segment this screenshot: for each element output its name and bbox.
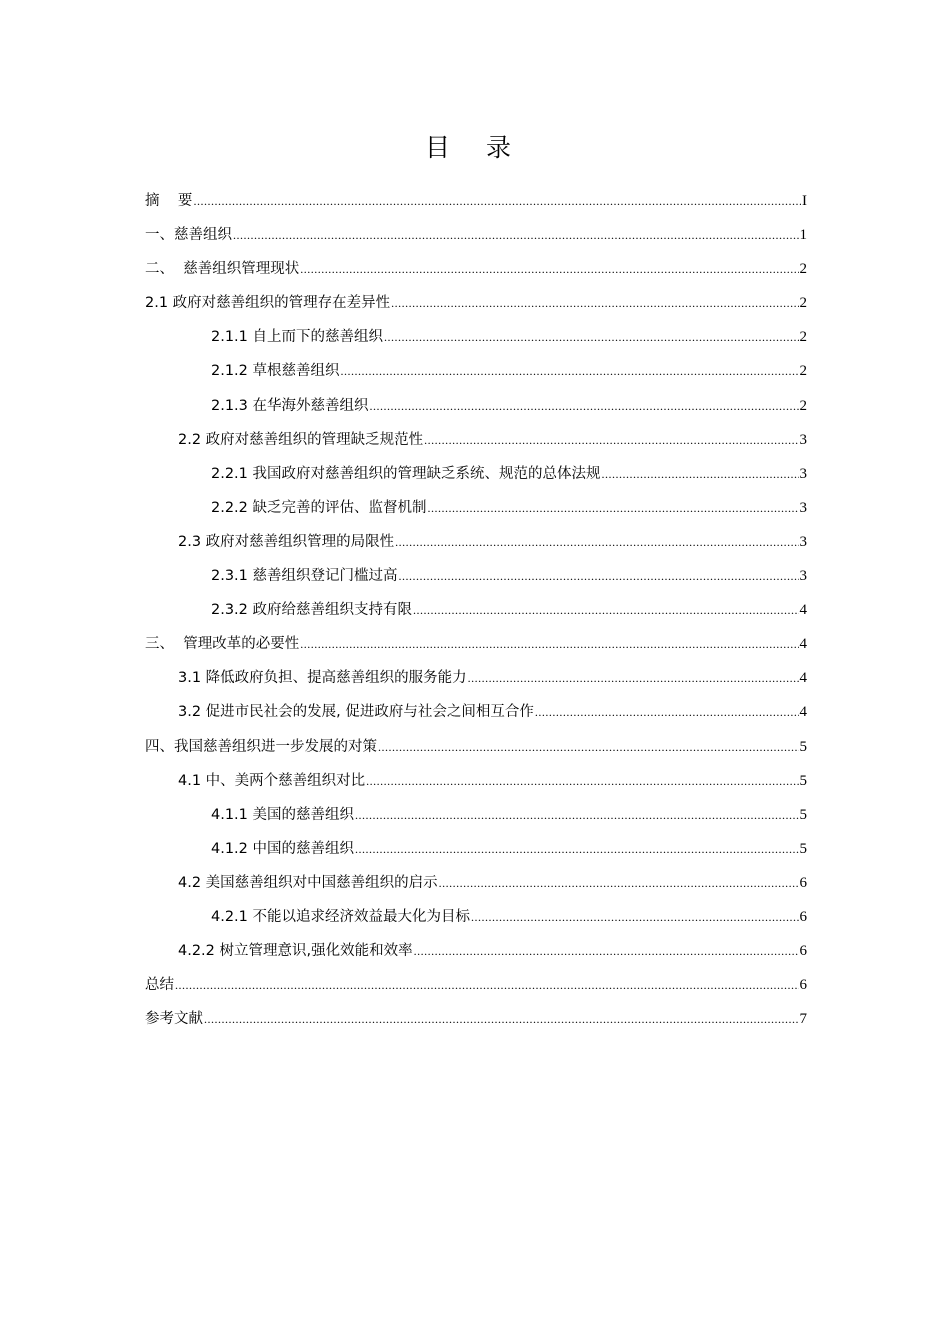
toc-entry-text: 2.3.2 政府给慈善组织支持有限 [211,602,413,619]
toc-page-number: 2 [799,261,807,278]
toc-entry[interactable] [145,1002,807,1036]
toc-dot-leader [414,934,799,968]
toc-dot-leader [355,832,798,866]
toc-entry-text: 4.2 美国慈善组织对中国慈善组织的启示 [178,874,438,891]
toc-entry[interactable] [145,320,807,354]
toc-entry-text: 2.2.2 缺乏完善的评估、监督机制 [211,499,427,516]
toc-dot-leader [602,457,799,491]
toc-dot-leader [233,218,799,252]
toc-page-number: 4 [799,670,807,687]
toc-entry-text: 4.1 中、美两个慈善组织对比 [178,772,366,789]
toc-entry[interactable] [145,491,807,525]
toc-dot-leader [193,184,801,218]
toc-entry-text: 4.1.1 美国的慈善组织 [211,806,355,823]
toc-entry[interactable] [145,661,807,695]
toc-entry-text: 4.1.2 中国的慈善组织 [211,840,355,857]
toc-entry[interactable] [145,866,807,900]
toc-entry-text: 总结 [145,977,174,994]
toc-entry[interactable] [145,457,807,491]
toc-dot-leader [535,695,799,729]
toc-page-number: 5 [799,806,807,823]
toc-entry[interactable] [145,354,807,388]
toc-entry[interactable] [145,252,807,286]
toc-entry-text: 四、我国慈善组织进一步发展的对策 [145,738,377,755]
toc-page-number: 6 [799,943,807,960]
toc-title: 目 录 [425,133,525,162]
toc-entry-text: 2.1.2 草根慈善组织 [211,363,340,380]
toc-page-number: 4 [799,704,807,721]
toc-entry-text: 2.2.1 我国政府对慈善组织的管理缺乏系统、规范的总体法规 [211,465,601,482]
toc-entry-text: 2.3 政府对慈善组织管理的局限性 [178,533,395,550]
toc-dot-leader [391,286,798,320]
toc-page-number: 3 [799,465,807,482]
toc-dot-leader [204,1002,799,1036]
toc-dot-leader [428,491,799,525]
toc-entry[interactable] [145,730,807,764]
toc-page-number: 2 [799,295,807,312]
toc-entry[interactable] [145,218,807,252]
toc-dot-leader [370,389,799,423]
toc-entry[interactable] [145,934,807,968]
toc-entry-text: 2.1.3 在华海外慈善组织 [211,397,369,414]
toc-entry[interactable] [145,525,807,559]
toc-dot-leader [471,900,798,934]
toc-dot-leader [384,320,798,354]
toc-page-number: 5 [799,738,807,755]
toc-page-number: 7 [799,1011,807,1028]
toc-dot-leader [413,593,798,627]
toc-page-number: 2 [799,397,807,414]
toc-page-number: 6 [799,908,807,925]
toc-dot-leader [439,866,799,900]
toc-entry-text: 4.2.1 不能以追求经济效益最大化为目标 [211,908,471,925]
toc-page-number: 4 [799,636,807,653]
toc-dot-leader [300,627,798,661]
toc-page-number: 6 [799,977,807,994]
toc-entry-text: 2.1.1 自上而下的慈善组织 [211,329,384,346]
toc-entry-text: 一、慈善组织 [145,227,232,244]
toc-dot-leader [366,764,798,798]
toc-page-number: 5 [799,840,807,857]
toc-dot-leader [395,525,798,559]
toc-entry-text: 2.3.1 慈善组织登记门槛过高 [211,568,398,585]
toc-entry[interactable] [145,184,807,218]
toc-entry-text: 3.2 促进市民社会的发展, 促进政府与社会之间相互合作 [178,704,534,721]
toc-dot-leader [175,968,799,1002]
toc-dot-leader [341,354,799,388]
toc-entry[interactable] [145,798,807,832]
toc-entry[interactable] [145,968,807,1002]
toc-entry[interactable] [145,627,807,661]
toc-entry[interactable] [145,900,807,934]
toc-entry-text: 2.2 政府对慈善组织的管理缺乏规范性 [178,431,424,448]
toc-entry-text: 摘 要 [145,193,193,209]
toc-entry-text: 二、 慈善组织管理现状 [145,261,300,278]
toc-list [145,184,807,1036]
toc-entry[interactable] [145,832,807,866]
toc-page-number: 2 [799,363,807,380]
toc-page-number: 4 [799,602,807,619]
toc-page-number: 5 [799,772,807,789]
toc-entry-text: 2.1 政府对慈善组织的管理存在差异性 [145,295,391,312]
toc-page-number: 1 [799,227,807,244]
toc-entry[interactable] [145,389,807,423]
toc-page-number: 3 [799,499,807,516]
toc-dot-leader [378,730,799,764]
toc-entry-text: 三、 管理改革的必要性 [145,636,300,653]
toc-entry-text: 参考文献 [145,1011,203,1028]
toc-page-number: 3 [799,568,807,585]
toc-page-number: 3 [799,533,807,550]
toc-page-number: 6 [799,874,807,891]
toc-page-number: I [802,193,807,209]
toc-entry[interactable] [145,593,807,627]
toc-dot-leader [424,423,798,457]
toc-dot-leader [300,252,798,286]
toc-entry[interactable] [145,423,807,457]
toc-page-number: 3 [799,431,807,448]
toc-page-number: 2 [799,329,807,346]
toc-dot-leader [399,559,799,593]
toc-entry[interactable] [145,764,807,798]
toc-entry[interactable] [145,695,807,729]
toc-entry[interactable] [145,559,807,593]
toc-dot-leader [468,661,799,695]
toc-entry[interactable] [145,286,807,320]
toc-dot-leader [355,798,798,832]
toc-entry-text: 4.2.2 树立管理意识,强化效能和效率 [178,943,413,960]
toc-entry-text: 3.1 降低政府负担、提高慈善组织的服务能力 [178,670,467,687]
